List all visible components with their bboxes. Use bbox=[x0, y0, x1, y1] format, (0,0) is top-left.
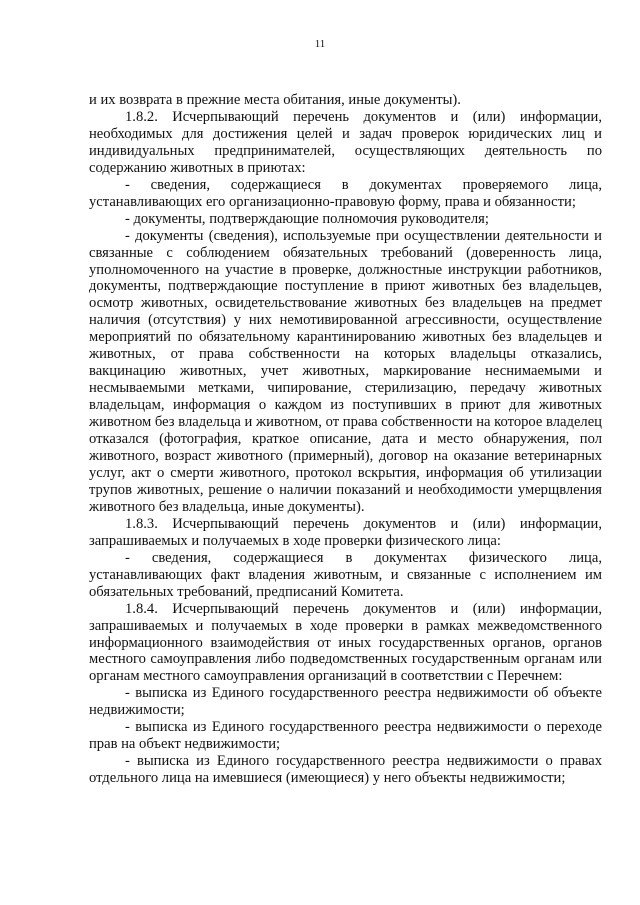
paragraph-section-1-8-3: 1.8.3. Исчерпывающий перечень документов и (или) информации, запрашиваемых и получаемых в ходе проверки физического лица: bbox=[89, 515, 602, 549]
list-item-authority-documents: - документы, подтверждающие полномочия руководителя; bbox=[125, 210, 489, 227]
list-item-activity-documents: - документы (сведения), используемые при осуществлении деятельности и связанные с соблюдением обязательных требований (доверенность лица, уполномоченного на участие в проверке, должностные инструкции работников, документы, подтверждающие поступление в приют животных без владельцев, осмотр животных, освидетельствование животных без владельцев на предмет наличия (отсутствия) у них немотивированной агрессивности, осуществление мероприятий по обязательному карантинированию животных без владельцев и животных, от права собственности на которых владельцы отказались, вакцинацию животных, учет животных, маркирование неснимаемыми и несмываемыми метками, чипирование, стерилизацию, передачу животных владельцам, информация о каждом из поступивших в приют для животных животном без владельца и животном, от права собственности на которое владелец отказался (фотография, краткое описание, дата и место обнаружения, пол животного, возраст животного (примерный), договор на оказание ветеринарных услуг, акт о смерти животного, протокол вскрытия, информация об утилизации трупов животных, решение о наличии показаний и необходимости умерщвления животного без владельца, иные документы). bbox=[89, 227, 602, 515]
document-body bbox=[89, 92, 602, 787]
list-item-registry-rights: - выписка из Единого государственного реестра недвижимости о правах отдельного лица на имевшиеся (имеющиеся) у него объекты недвижимости; bbox=[89, 753, 602, 787]
list-item-org-documents: - сведения, содержащиеся в документах проверяемого лица, устанавливающих его организационно-правовую форму, права и обязанности; bbox=[89, 176, 602, 210]
list-item-registry-transfer: - выписка из Единого государственного реестра недвижимости о переходе прав на объект недвижимости; bbox=[89, 719, 602, 753]
paragraph-section-1-8-4: 1.8.4. Исчерпывающий перечень документов и (или) информации, запрашиваемых и получаемых в ходе проверки в рамках межведомственного информационного взаимодействия от иных государственных органов, органов местного самоуправления либо подведомственных государственным органам или органам местного самоуправления организаций в соответствии с Перечнем: bbox=[89, 600, 602, 685]
paragraph-section-1-8-2: 1.8.2. Исчерпывающий перечень документов и (или) информации, необходимых для достижения целей и задач проверок юридических лиц и индивидуальных предпринимателей, осуществляющих деятельность по содержанию животных в приютах: bbox=[89, 108, 602, 176]
paragraph-continuation: и их возврата в прежние места обитания, иные документы). bbox=[89, 92, 461, 108]
page-number: 11 bbox=[314, 38, 326, 50]
list-item-registry-object: - выписка из Единого государственного реестра недвижимости об объекте недвижимости; bbox=[89, 685, 602, 719]
list-item-individual-documents: - сведения, содержащиеся в документах физического лица, устанавливающих факт владения животным, и связанные с исполнением им обязательных требований, предписаний Комитета. bbox=[89, 549, 602, 600]
